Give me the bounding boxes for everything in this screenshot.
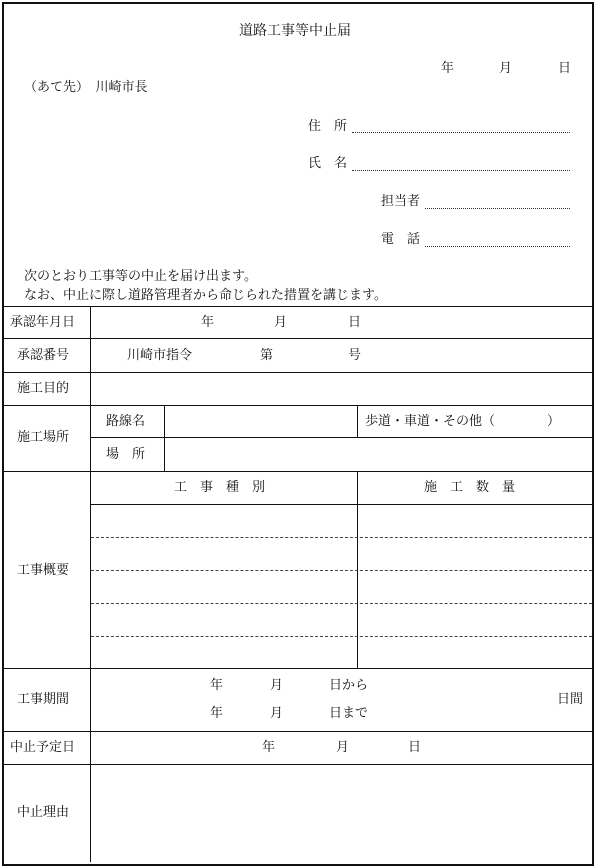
route-name-field[interactable] [165,406,356,437]
planned-stop-year: 年 [262,740,276,755]
contact-person-field[interactable] [425,208,570,209]
approval-number-go: 号 [348,348,362,363]
approval-number-dai: 第 [260,348,274,363]
route-name-label: 路線名 [106,414,146,429]
approval-date-month: 月 [274,315,288,330]
period-from-year: 年 [210,678,224,693]
row-divider [91,504,592,505]
name-field[interactable] [352,170,570,171]
road-type-options: 歩道・車道・その他（ ） [365,414,561,429]
route-type-divider [357,405,358,438]
planned-stop-day: 日 [408,740,422,755]
work-quantity-header: 施 工 数 量 [424,480,516,495]
overview-label: 工事概要 [17,563,70,578]
period-to-day: 日まで [329,706,369,721]
period-to-month: 月 [270,706,284,721]
purpose-field[interactable] [91,373,591,404]
approval-number-label: 承認番号 [17,348,70,363]
period-label: 工事期間 [17,692,70,707]
form-title: 道路工事等中止届 [239,23,351,39]
approval-date-year: 年 [201,315,215,330]
period-days: 日間 [557,692,584,707]
overview-entry-line [91,636,592,637]
addressee: （あて先） 川崎市長 [24,80,148,95]
intro-line-1: 次のとおり工事等の中止を届け出ます。 [24,269,257,284]
period-from-day: 日から [329,678,369,693]
name-label: 氏 名 [308,156,348,171]
place-field[interactable] [165,438,591,470]
date-month-label: 月 [499,61,513,76]
contact-person-label: 担当者 [381,194,421,209]
work-type-header: 工 事 種 別 [174,480,266,495]
intro-line-2: なお、中止に際し道路管理者から命じられた措置を講じます。 [24,288,387,303]
approval-date-label: 承認年月日 [10,315,76,330]
overview-entry-line [91,570,592,571]
purpose-label: 施工目的 [17,381,70,396]
period-from-month: 月 [270,678,284,693]
address-label: 住 所 [308,119,348,134]
period-to-year: 年 [210,706,224,721]
reason-field[interactable] [91,765,591,861]
phone-field[interactable] [425,246,570,247]
approval-date-day: 日 [348,315,362,330]
planned-stop-month: 月 [336,740,350,755]
approval-number-prefix: 川崎市指令 [127,348,193,363]
date-day-label: 日 [558,61,572,76]
place-label: 場 所 [106,447,146,462]
overview-entry-line [91,603,592,604]
overview-entry-line [91,537,592,538]
phone-label: 電 話 [381,232,421,247]
planned-stop-label: 中止予定日 [10,740,76,755]
address-field[interactable] [352,132,570,133]
location-label: 施工場所 [17,430,70,445]
date-year-label: 年 [441,61,455,76]
reason-label: 中止理由 [17,805,70,820]
